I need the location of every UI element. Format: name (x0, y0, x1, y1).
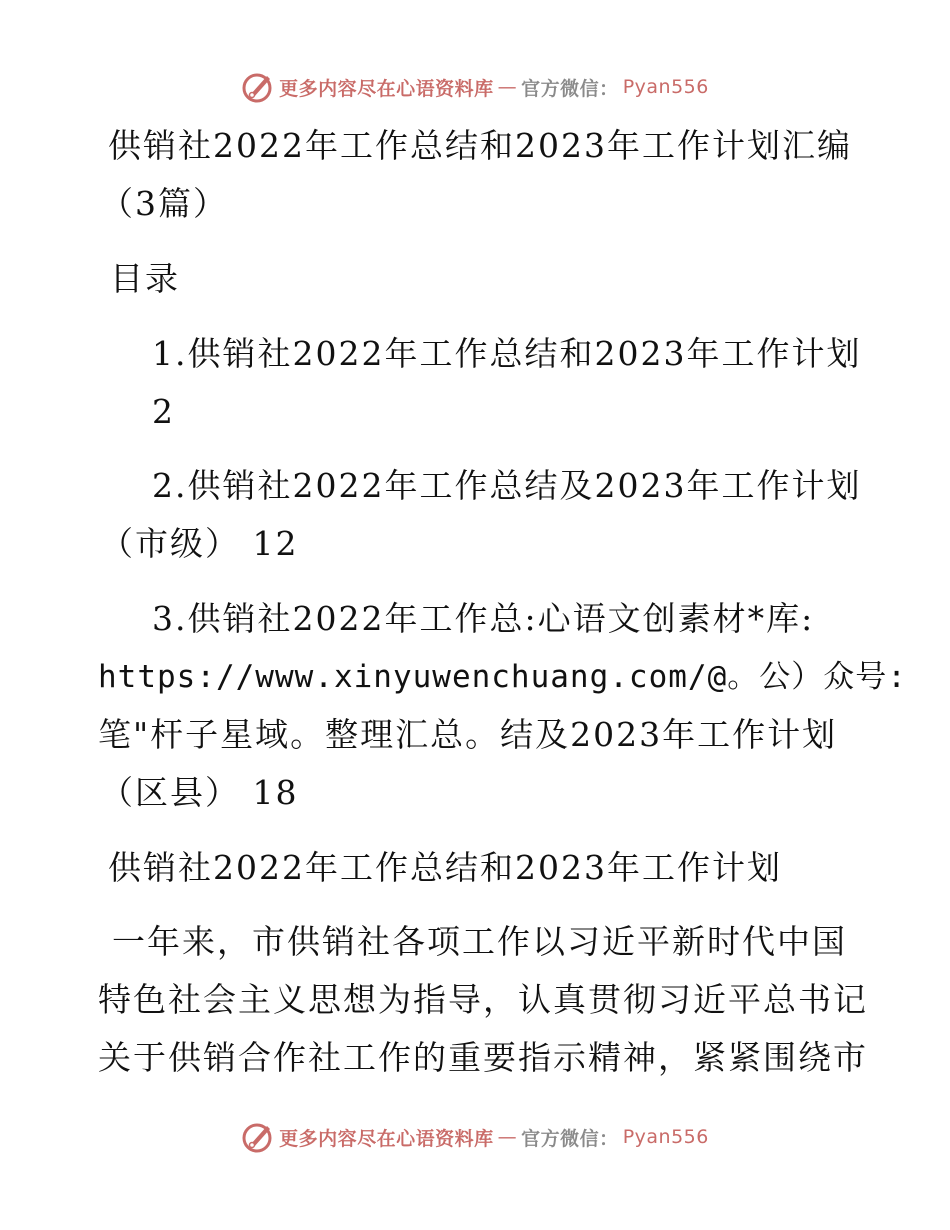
banner-wechat-label: 官方微信： (521, 77, 619, 100)
banner-separator: — (497, 1126, 518, 1148)
banner-wechat-id: Pyan556 (622, 76, 709, 98)
toc-item-1-page: 2 (152, 392, 175, 431)
section-title: 供销社2022年工作总结和2023年工作计划 (108, 848, 782, 887)
toc-item-1-title: 1.供销社2022年工作总结和2023年工作计划 (152, 334, 862, 373)
toc-item-2-title: 2.供销社2022年工作总结及2023年工作计划 (152, 466, 862, 505)
footer-banner (0, 1120, 950, 1154)
toc-item-2-page: （市级） 12 (100, 524, 299, 563)
document-title-line-1: 供销社2022年工作总结和2023年工作计划汇编 (108, 126, 852, 165)
document-title-line-2: （3篇） (100, 184, 228, 223)
banner-site-name: 更多内容尽在心语资料库 (279, 1127, 494, 1150)
banner-site-name: 更多内容尽在心语资料库 (279, 77, 494, 100)
header-banner (0, 70, 950, 104)
toc-heading: 目录 (110, 259, 180, 298)
body-line-3: 关于供销合作社工作的重要指示精神，紧紧围绕市 (98, 1038, 868, 1077)
banner-content (241, 1120, 709, 1154)
toc-item-3-title: 3.供销社2022年工作总:心语文创素材*库: (152, 599, 815, 638)
quill-logo-icon (241, 1120, 275, 1154)
toc-item-3-url: https://www.xinyuwenchuang.com/@。公）众号: (98, 659, 907, 695)
body-line-1: 一年来，市供销社各项工作以习近平新时代中国 (112, 922, 847, 961)
banner-content (241, 70, 709, 104)
quill-logo-icon (241, 70, 275, 104)
banner-wechat-id: Pyan556 (622, 1126, 709, 1148)
banner-wechat-label: 官方微信： (521, 1127, 619, 1150)
toc-item-3-page: （区县） 18 (100, 773, 299, 812)
body-line-2: 特色社会主义思想为指导，认真贯彻习近平总书记 (98, 980, 868, 1019)
banner-separator: — (497, 76, 518, 98)
toc-item-3-continued: 笔"杆子星域。整理汇总。结及2023年工作计划 (98, 715, 838, 754)
